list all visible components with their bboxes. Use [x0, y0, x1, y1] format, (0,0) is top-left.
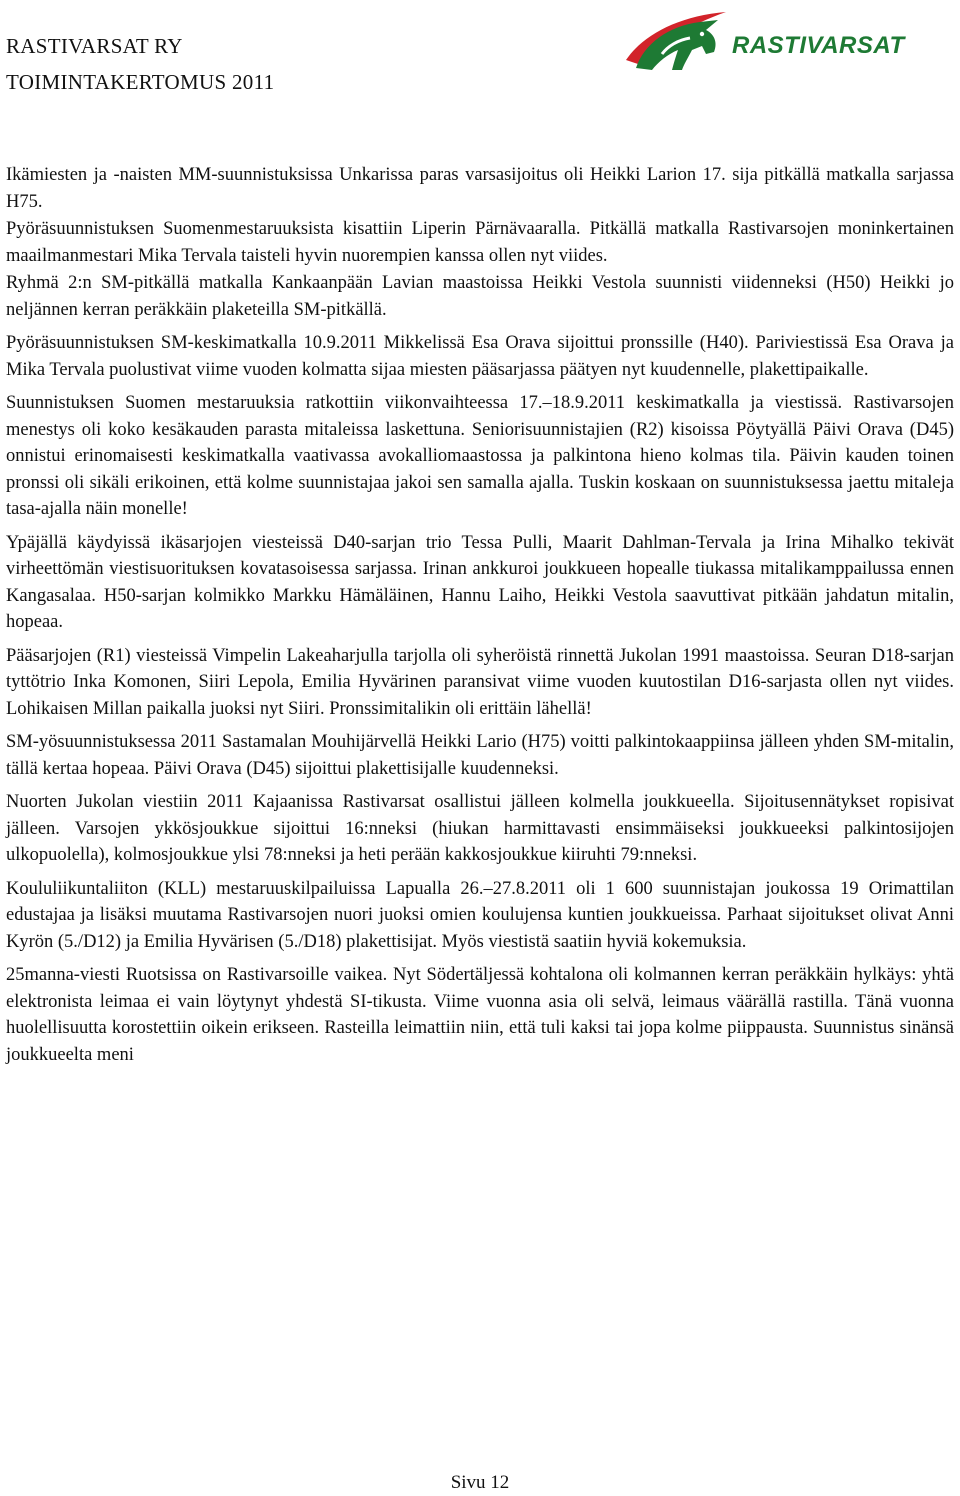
paragraph: Nuorten Jukolan viestiin 2011 Kajaanissa Rastivarsat osallistui jälleen kolmella joukkueella. Sijoitusennätykset ropisivat jälleen. Varsojen ykkösjoukkue sijoittui 16:nneksi (hiukan harmittavasti ensimmäiseksi joukkueeksi palkintosijojen ulkopuolella), kolmosjoukkue ylsi 78:nneksi ja heti perään kakkosjoukkue kiiruhti 79:nneksi.: [6, 792, 954, 865]
rastivarsat-logo: [622, 6, 932, 76]
paragraph: 25manna-viesti Ruotsissa on Rastivarsoille vaikea. Nyt Södertäljessä kohtalona oli kolmannen kerran peräkkäin hylkäys: yhtä elektronista leimaa ei vain löytynyt yhdestä SI-tikusta. Viime vuonna asia oli selvä, leimaus väärällä rastilla. Tänä vuonna huolellisuutta korostettiin oikein erikseen. Rasteilla leimattiin niin, että tuli kaksi tai jopa kolme piippausta. Suunnistus sinänsä joukkueelta meni: [6, 965, 954, 1065]
document-header: [6, 28, 274, 100]
paragraph: Ypäjällä käydyissä ikäsarjojen viesteissä D40-sarjan trio Tessa Pulli, Maarit Dahlman-Tervala ja Irina Mihalko tekivät virheettömän viestisuorituksen kovatasoisessa sarjassa. Irinan ankkuroi joukkueen hopealle tiukassa mitalikamppailussa ennen Kangasalaa. H50-sarjan kolmikko Markku Hämäläinen, Hannu Laiho, Heikki Vestola saavuttivat pitkään jahdatun mitalin, hopeaa.: [6, 532, 954, 632]
paragraph: Pääsarjojen (R1) viesteissä Vimpelin Lakeaharjulla tarjolla oli syheröistä rinnettä Jukolan 1991 maastoissa. Seuran D18-sarjan tyttötrio Inka Komonen, Siiri Lepola, Emilia Hyvärinen paransivat viime vuoden kuutostilan D16-sarjasta ollen nyt viides. Lohikaisen Millan paikalla juoksi nyt Siiri. Pronssimitalikin oli erittäin lähellä!: [6, 645, 954, 719]
horse-head-logo-icon: [622, 6, 732, 76]
paragraph: Ikämiesten ja -naisten MM-suunnistuksissa Unkarissa paras varsasijoitus oli Heikki Larion 17. sija pitkällä matkalla sarjassa H75.: [6, 165, 954, 212]
organization-name: RASTIVARSAT RY: [6, 34, 183, 58]
paragraph: Ryhmä 2:n SM-pitkällä matkalla Kankaanpään Lavian maastoissa Heikki Vestola suunnisti viidenneksi (H50) Heikki jo neljännen kerran peräkkäin plaketeilla SM-pitkällä.: [6, 273, 954, 320]
paragraph: SM-yösuunnistuksessa 2011 Sastamalan Mouhijärvellä Heikki Lario (H75) voitti palkintokaappiinsa jälleen yhden SM-mitalin, tällä kertaa hopeaa. Päivi Orava (D45) sijoittui plakettisijalle kuudenneksi.: [6, 732, 954, 779]
paragraph: Koululiikuntaliiton (KLL) mestaruuskilpailuissa Lapualla 26.–27.8.2011 oli 1 600 suunnistajan joukossa 19 Orimattilan edustajaa ja lisäksi muutama Rastivarsojen nuori juoksi omien koulujensa kuntien joukkueissa. Parhaat sijoitukset olivat Anni Kyrön (5./D12) ja Emilia Hyvärisen (5./D18) plakettisijat. Myös viestistä saatiin hyviä kokemuksia.: [6, 878, 954, 952]
logo-wordmark: RASTIVARSAT: [732, 32, 905, 59]
paragraph: Suunnistuksen Suomen mestaruuksia ratkottiin viikonvaihteessa 17.–18.9.2011 keskimatkalla ja viestissä. Rastivarsojen menestys oli koko kesäkauden parasta mitaleissa laskettuna. Seniorisuunnistajien (R2) kisoissa Pöytyällä Päivi Orava (D45) onnistui erinomaisesti keskimatkalla vaativassa avokalliomaastossa ja palkintona hieno kolmas tila. Päivin kauden toinen pronssi oli sikäli erikoinen, että kolme suunnistajaa jakoi sen samalla ajalla. Tuskin koskaan on suunnistuksessa jaettu mitaleja tasa-ajalla näin monelle!: [6, 393, 954, 519]
page-footer: [0, 1472, 960, 1494]
paragraph: Pyöräsuunnistuksen SM-keskimatkalla 10.9.2011 Mikkelissä Esa Orava sijoittui pronssille (H40). Pariviestissä Esa Orava ja Mika Tervala puolustivat viime vuoden kolmatta sijaa miesten pääsarjassa päätyen nyt kuudennelle, plakettipaikalle.: [6, 333, 954, 380]
paragraph: Pyöräsuunnistuksen Suomenmestaruuksista kisattiin Liperin Pärnävaaralla. Pitkällä matkalla Rastivarsojen moninkertainen maailmanmestari Mika Tervala taisteli hyvin nuorempien kanssa ollen nyt viides.: [6, 219, 954, 266]
document-body: [6, 162, 954, 1075]
page-number: Sivu 12: [450, 1472, 510, 1493]
report-title: TOIMINTAKERTOMUS 2011: [6, 70, 275, 94]
